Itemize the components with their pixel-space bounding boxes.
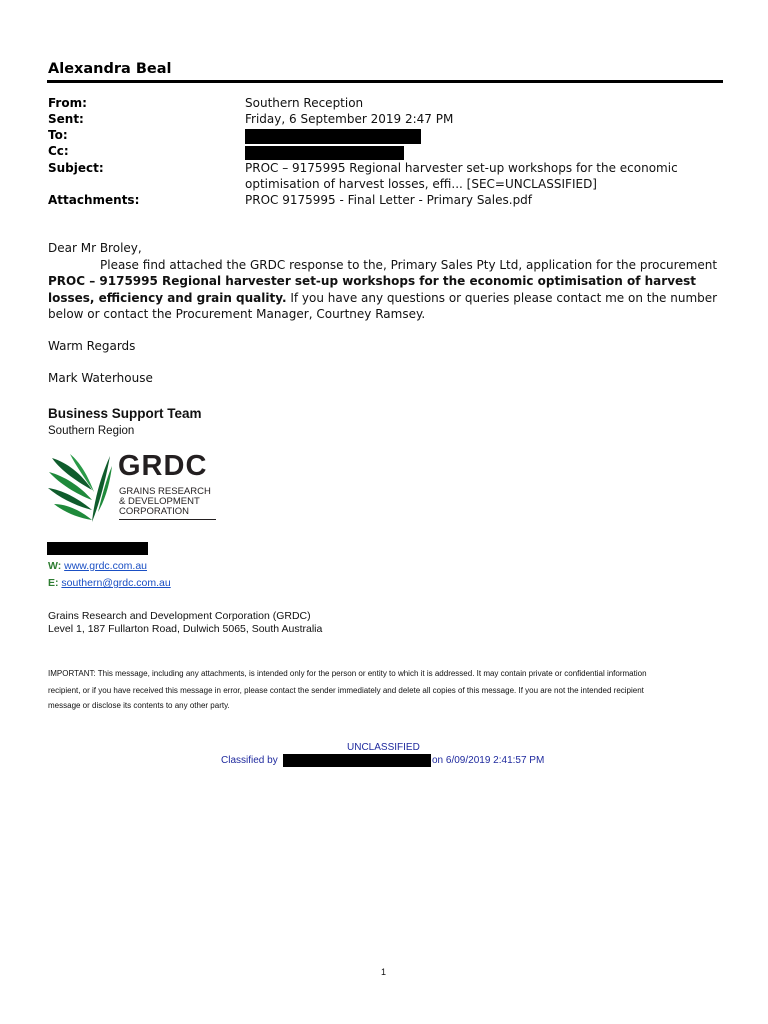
procurement-title: PROC – 9175995 Regional harvester set-up workshops for the economic optimisation of harvest losses, efficiency and grain quality. xyxy=(48,274,697,305)
email-link[interactable]: southern@grdc.com.au xyxy=(61,577,171,589)
org-address: Level 1, 187 Fullarton Road, Dulwich 5065, South Australia xyxy=(48,623,323,635)
grdc-logo xyxy=(48,452,220,524)
web-label: W: xyxy=(48,560,62,572)
web-contact xyxy=(48,560,147,572)
attachment-filename[interactable]: PROC 9175995 - Final Letter - Primary Sales.pdf xyxy=(245,193,533,207)
sent-label: Sent: xyxy=(48,112,84,126)
logo-underline xyxy=(119,519,216,520)
greeting: Dear Mr Broley, xyxy=(48,241,142,255)
subject-line-1: PROC – 9175995 Regional harvester set-up workshops for the economic xyxy=(245,161,678,175)
body-intro-text: Please find attached the GRDC response to the, Primary Sales Pty Ltd, application for the procurement xyxy=(100,258,718,272)
email-label: E: xyxy=(48,577,59,589)
notice-line-3: message or disclose its contents to any other party. xyxy=(48,701,230,710)
from-label: From: xyxy=(48,96,87,110)
team-name: Business Support Team xyxy=(48,406,202,421)
logo-line-1: GRAINS RESEARCH xyxy=(119,486,211,497)
cc-redaction xyxy=(245,146,404,160)
notice-line-1: IMPORTANT: This message, including any attachments, is intended only for the person or entity to which it is addressed. It may contain private or confidential information xyxy=(48,669,647,678)
closing: Warm Regards xyxy=(48,339,136,353)
to-label: To: xyxy=(48,128,68,142)
classifier-redaction xyxy=(283,754,431,767)
wheat-leaves-icon xyxy=(48,452,114,524)
page-number: 1 xyxy=(381,967,387,977)
body-paragraph xyxy=(48,257,738,322)
to-redaction xyxy=(245,129,421,144)
cc-label: Cc: xyxy=(48,144,69,158)
logo-wordmark: GRDC xyxy=(118,450,208,482)
subject-line-2: optimisation of harvest losses, effi... [SEC=UNCLASSIFIED] xyxy=(245,177,597,191)
header-divider xyxy=(47,80,723,83)
sender-name: Alexandra Beal xyxy=(48,61,172,77)
sent-value: Friday, 6 September 2019 2:47 PM xyxy=(245,112,454,126)
region-name: Southern Region xyxy=(48,425,135,437)
web-link[interactable]: www.grdc.com.au xyxy=(64,560,148,572)
logo-line-3: CORPORATION xyxy=(119,506,190,517)
classification-date: on 6/09/2019 2:41:57 PM xyxy=(432,755,545,766)
org-name: Grains Research and Development Corporation (GRDC) xyxy=(48,610,311,622)
body-rest-text: If you have any questions or queries please contact me on the number below or contact the Procurement Manager, Courtney Ramsey. xyxy=(48,290,718,321)
logo-line-2: & DEVELOPMENT xyxy=(119,496,200,507)
subject-label: Subject: xyxy=(48,161,104,175)
notice-line-2: recipient, or if you have received this message in error, please contact the sender immediately and delete all copies of this message. If you are not the intended recipient xyxy=(48,686,644,695)
phone-redaction xyxy=(47,542,148,555)
attachments-label: Attachments: xyxy=(48,193,140,207)
classified-by-label: Classified by xyxy=(221,755,278,766)
from-value: Southern Reception xyxy=(245,96,364,110)
signer-name: Mark Waterhouse xyxy=(48,371,153,385)
email-contact xyxy=(48,577,171,589)
classification-level: UNCLASSIFIED xyxy=(347,742,420,753)
